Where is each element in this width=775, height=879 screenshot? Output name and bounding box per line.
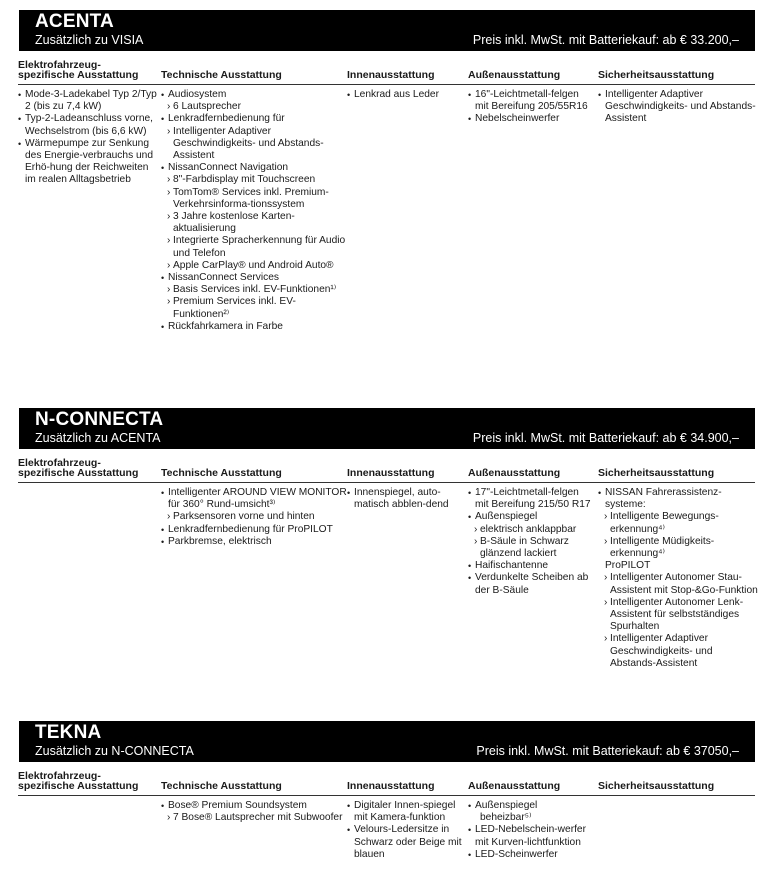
spec-column [469, 800, 594, 861]
sub-list-item: › Intelligente Bewegungs-erkennung⁴⁾ [599, 511, 759, 535]
sub-list-item: › 3 Jahre kostenlose Karten-aktualisierung [162, 211, 347, 235]
spec-column [162, 89, 347, 333]
trim-section-acenta [18, 10, 756, 332]
column-title: Elektrofahrzeug- spezifische Ausstattung [18, 59, 139, 81]
list-item: • Velours-Ledersitze in Schwarz oder Beige mit blauen [348, 824, 463, 861]
column-title: Außenausstattung [468, 467, 561, 479]
list-item: • Typ-2-Ladeanschluss vorne, Wechselstrom (bis 6,6 kW) [19, 113, 159, 137]
column-title: Technische Ausstattung [161, 69, 282, 81]
list-item: • Verdunkelte Scheiben ab der B-Säule [469, 572, 594, 596]
list-item: • Nebelscheinwerfer [469, 113, 594, 125]
list-item: • Haifischantenne [469, 560, 594, 572]
trim-name: TEKNA [35, 722, 102, 743]
column-headers [18, 762, 755, 796]
list-item: • Wärmepumpe zur Senkung des Energie-verbrauchs und Erhö-hung der Reichweiten im realen Alltagsbetrieb [19, 138, 159, 187]
sub-list-item: › Parksensoren vorne und hinten [162, 511, 347, 523]
list-item: • Lenkradfernbedienung für ProPILOT [162, 524, 347, 536]
list-item: • Lenkrad aus Leder [348, 89, 463, 101]
sub-list-item: › Intelligente Müdigkeits-erkennung⁴⁾ [599, 536, 759, 560]
sub-list-item: › elektrisch anklappbar [469, 524, 594, 536]
list-item: • NissanConnect Services [162, 272, 347, 284]
spec-column [19, 89, 159, 187]
list-item: • 17"-Leichtmetall-felgen mit Bereifung 215/50 R17 [469, 487, 594, 511]
trim-section-tekna [18, 721, 755, 860]
trim-header [19, 408, 755, 449]
column-title: Innenausstattung [347, 780, 435, 792]
list-item: • Rückfahrkamera in Farbe [162, 321, 347, 333]
list-item: • Bose® Premium Soundsystem [162, 800, 347, 812]
spec-column [469, 89, 594, 126]
sub-list-item: › 8"-Farbdisplay mit Touchscreen [162, 174, 347, 186]
sub-list-item: › Basis Services inkl. EV-Funktionen¹⁾ [162, 284, 347, 296]
column-title: Sicherheitsausstattung [598, 69, 715, 81]
sub-list-item: › 7 Bose® Lautsprecher mit Subwoofer [162, 812, 347, 824]
list-item: • Parkbremse, elektrisch [162, 536, 347, 548]
trim-price: Preis inkl. MwSt. mit Batteriekauf: ab € 34.900,– [472, 431, 739, 445]
list-item: • 16"-Leichtmetall-felgen mit Bereifung 205/55R16 [469, 89, 594, 113]
trim-price: Preis inkl. MwSt. mit Batteriekauf: ab € 33.200,– [472, 33, 739, 47]
list-item: • Außenspiegel [469, 800, 594, 812]
spec-column [348, 89, 463, 101]
spec-column [162, 487, 347, 548]
spec-column [469, 487, 594, 597]
column-title: Technische Ausstattung [161, 467, 282, 479]
list-item: • Intelligenter Adaptiver Geschwindigkeits- und Abstands-Assistent [599, 89, 759, 126]
sub-list-item: › Apple CarPlay® und Android Auto® [162, 260, 347, 272]
sub-list-item: › Intelligenter Autonomer Stau-Assistent mit Stop-&Go-Funktion [599, 572, 759, 596]
sub-list-item: › Integrierte Spracherkennung für Audio und Telefon [162, 235, 347, 259]
list-item: • Außenspiegel [469, 511, 594, 523]
spec-column [348, 487, 463, 511]
column-title: Außenausstattung [468, 69, 561, 81]
trim-header [19, 10, 755, 51]
sub-list-item: › Intelligenter Adaptiver Geschwindigkeits- und Abstands-Assistent [599, 633, 759, 670]
column-title: Sicherheitsausstattung [598, 467, 715, 479]
column-title: Technische Ausstattung [161, 780, 282, 792]
column-title: Innenausstattung [347, 69, 435, 81]
trim-subtitle: Zusätzlich zu VISIA [35, 33, 144, 47]
column-title: Innenausstattung [347, 467, 435, 479]
list-item: ProPILOT [605, 560, 651, 572]
list-item: • Audiosystem [162, 89, 347, 101]
list-item: • Lenkradfernbedienung für [162, 113, 347, 125]
column-title: Außenausstattung [468, 780, 561, 792]
column-title: Sicherheitsausstattung [598, 780, 715, 792]
sub-list-item: › Premium Services inkl. EV-Funktionen²⁾ [162, 296, 347, 320]
trim-section-n-connecta [18, 408, 758, 669]
trim-price: Preis inkl. MwSt. mit Batteriekauf: ab € 37050,– [476, 744, 739, 758]
list-item: • LED-Nebelschein-werfer mit Kurven-lichtfunktion [469, 824, 594, 848]
spec-column [599, 487, 759, 670]
trim-header [19, 721, 755, 762]
sub-list-item: › Intelligenter Adaptiver Geschwindigkeits- und Abstands-Assistent [162, 126, 347, 163]
sub-list-item: beheizbar⁵⁾ [480, 812, 532, 824]
sub-list-item: › TomTom® Services inkl. Premium-Verkehrsinforma-tionssystem [162, 187, 347, 211]
list-item: • Digitaler Innen-spiegel mit Kamera-funktion [348, 800, 463, 824]
list-item: • Innenspiegel, auto-matisch abblen-dend [348, 487, 463, 511]
sub-list-item: › 6 Lautsprecher [162, 101, 347, 113]
trim-subtitle: Zusätzlich zu ACENTA [35, 431, 161, 445]
list-item: • NISSAN Fahrerassistenz-systeme: [599, 487, 759, 511]
list-item: • LED-Scheinwerfer [469, 849, 594, 861]
spec-column [348, 800, 463, 861]
trim-name: ACENTA [35, 11, 114, 32]
list-item: • Mode-3-Ladekabel Typ 2/Typ 2 (bis zu 7,4 kW) [19, 89, 159, 113]
column-headers [18, 449, 755, 483]
list-item: • Intelligenter AROUND VIEW MONITOR für 360° Rund-umsicht³⁾ [162, 487, 347, 511]
spec-column [162, 800, 347, 824]
column-headers [18, 51, 755, 85]
column-title: Elektrofahrzeug- spezifische Ausstattung [18, 457, 139, 479]
sub-list-item: › Intelligenter Autonomer Lenk-Assistent für selbstständiges Spurhalten [599, 597, 759, 634]
trim-subtitle: Zusätzlich zu N-CONNECTA [35, 744, 194, 758]
column-title: Elektrofahrzeug- spezifische Ausstattung [18, 770, 139, 792]
list-item: • NissanConnect Navigation [162, 162, 347, 174]
spec-column [599, 89, 759, 126]
sub-list-item: › B-Säule in Schwarz glänzend lackiert [469, 536, 594, 560]
trim-name: N-CONNECTA [35, 409, 164, 430]
